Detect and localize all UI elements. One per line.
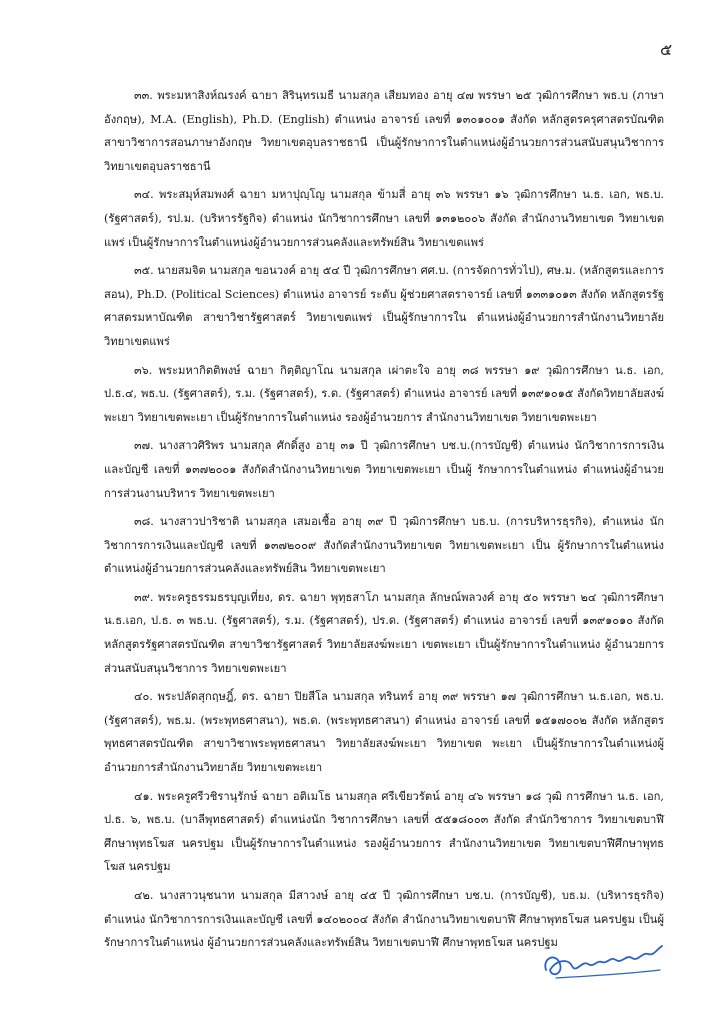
entry-38: ๓๘. นางสาวปาริชาติ นามสกุล เสมอเชื้อ อายุ ๓๙ ปี วุฒิการศึกษา บธ.บ. (การบริหารธุรกิจ), ตำแหน่ง นักวิชาการการเงินและบัญชี เลขที่ ๑๓๗๒๐๐๙ สังกัดสำนักงานวิทยาเขต วิทยาเขตพะเยา เป็น ผู้รักษาการในตำแหน่ง ตำแหน่งผู้อำนวยการส่วนคลังและทรัพย์สิน วิทยาเขตพะเยา — [104, 515, 664, 576]
entry-39: ๓๙. พระครูธรรมธรบุญเที่ยง, ดร. ฉายา พุทฺธสาโภ นามสกุล ลักษณ์พลวงศ์ อายุ ๕๐ พรรษา ๒๔ วุฒิการศึกษา น.ธ.เอก, ป.ธ. ๓ พธ.บ. (รัฐศาสตร์), ร.ม. (รัฐศาสตร์), ปร.ด. (รัฐศาสตร์) ตำแหน่ง อาจารย์ เลขที่ ๑๓๙๑๐๑๐ สังกัด หลักสูตรรัฐศาสตรบัณฑิต สาขาวิชารัฐศาสตร์ วิทยาลัยสงฆ์พะเยา เขตพะเยา เป็นผู้รักษาการในตำแหน่ง ผู้อำนวยการส่วนสนับสนุนวิชาการ วิทยาเขตพะเยา — [104, 590, 664, 675]
entry-34: ๓๔. พระสมุห์สมพงศ์ ฉายา มหาปุญฺโญ นามสกุล ข้ามสี่ อายุ ๓๖ พรรษา ๑๖ วุฒิการศึกษา น.ธ. เอก, พธ.บ. (รัฐศาสตร์), รป.ม. (บริหารรัฐกิจ) ตำแหน่ง นักวิชาการศึกษา เลขที่ ๑๓๑๒๐๐๖ สังกัด สำนักงานวิทยาเขต วิทยาเขตแพร่ เป็นผู้รักษาการในตำแหน่งผู้อำนวยการส่วนคลังและทรัพย์สิน วิทยาเขตแพร่ — [104, 188, 664, 249]
entry-36: ๓๖. พระมหากิตติพงษ์ ฉายา กิตฺติญาโณ นามสกุล เผ่าตะใจ อายุ ๓๘ พรรษา ๑๙ วุฒิการศึกษา น.ธ. เอก, ป.ธ.๔, พธ.บ. (รัฐศาสตร์), ร.ม. (รัฐศาสตร์), ร.ด. (รัฐศาสตร์) ตำแหน่ง อาจารย์ เลขที่ ๑๓๙๑๐๑๕ สังกัดวิทยาลัยสงฆ์พะเยา วิทยาเขตพะเยา เป็นผู้รักษาการในตำแหน่ง รองผู้อำนวยการ สำนักงานวิทยาเขต วิทยาเขตพะเยา — [104, 363, 664, 424]
signature-mark — [538, 930, 668, 990]
entry-41: ๔๑. พระครูศรีวชิรานุรักษ์ ฉายา อติเมโธ นามสกุล ศรีเขียวรัตน์ อายุ ๔๖ พรรษา ๑๘ วุฒิ การศึกษา น.ธ. เอก, ป.ธ. ๖, พธ.บ. (บาลีพุทธศาสตร์) ตำแหน่งนัก วิชาการศึกษา เลขที่ ๕๕๑๘๐๐๓ สังกัด สำนักวิชาการ วิทยาเขตบาฬีศึกษาพุทธโฆส นครปฐม เป็นผู้รักษาการในตำแหน่ง รองผู้อำนวยการ สำนักงานวิทยาเขต วิทยาเขตบาฬีศึกษาพุทธโฆส นครปฐม — [104, 789, 664, 874]
page-number: ๕ — [660, 40, 673, 59]
entry-35: ๓๕. นายสมจิต นามสกุล ขอนวงค์ อายุ ๕๔ ปี วุฒิการศึกษา ศศ.บ. (การจัดการทั่วไป), ศษ.ม. (หลักสูตรและการสอน), Ph.D. (Political Sciences) ตำแหน่ง อาจารย์ ระดับ ผู้ช่วยศาสตราจารย์ เลขที่ ๑๓๓๑๐๑๓ สังกัด หลักสูตรรัฐศาสตรมหาบัณฑิต สาขาวิชารัฐศาสตร์ วิทยาเขตแพร่ เป็นผู้รักษาการใน ตำแหน่งผู้อำนวยการสำนักงานวิทยาลัย วิทยาเขตแพร่ — [104, 264, 664, 348]
entry-42: ๔๒. นางสาวนุชนาท นามสกุล มีสาวงษ์ อายุ ๔๕ ปี วุฒิการศึกษา บช.บ. (การบัญชี), บธ.ม. (บริหารธุรกิจ) ตำแหน่ง นักวิชาการการเงินและบัญชี เลขที่ ๑๔๐๒๐๐๔ สังกัด สำนักงานวิทยาเขตบาฬี ศึกษาพุทธโฆส นครปฐม เป็นผู้รักษาการในตำแหน่ง ผู้อำนวยการส่วนคลังและทรัพย์สิน วิทยาเขตบาฬี ศึกษาพุทธโฆส นครปฐม — [104, 889, 664, 950]
entry-40: ๔๐. พระปลัดสุกฤษฎิ์, ดร. ฉายา ปิยสีโล นามสกุล ทรินทร์ อายุ ๓๙ พรรษา ๑๗ วุฒิการศึกษา น.ธ.เอก, พธ.บ. (รัฐศาสตร์), พธ.ม. (พระพุทธศาสนา), พธ.ด. (พระพุทธศาสนา) ตำแหน่ง อาจารย์ เลขที่ ๑๕๑๗๐๐๒ สังกัด หลักสูตรพุทธศาสตรบัณฑิต สาขาวิชาพระพุทธศาสนา วิทยาลัยสงฆ์พะเยา วิทยาเขต พะเยา เป็นผู้รักษาการในตำแหน่งผู้อำนวยการสำนักงานวิทยาลัย วิทยาเขตพะเยา — [104, 690, 664, 775]
document-body — [104, 84, 664, 960]
entry-33: ๓๓. พระมหาสิงห์ณรงค์ ฉายา สิรินฺทรเมธี นามสกุล เสียมทอง อายุ ๔๗ พรรษา ๒๕ วุฒิการศึกษา พธ.บ (ภาษาอังกฤษ), M.A. (English), Ph.D. (English) ตำแหน่ง อาจารย์ เลขที่ ๑๓๐๑๐๐๑ สังกัด หลักสูตรครุศาสตรบัณฑิต สาขาวิชาการสอนภาษาอังกฤษ วิทยาเขตอุบลราชธานี เป็นผู้รักษาการในตำแหน่งผู้อำนวยการส่วนสนับสนุนวิชาการ วิทยาเขตอุบลราชธานี — [104, 89, 664, 173]
signature-stroke — [545, 946, 662, 974]
signature-underline — [556, 970, 660, 978]
entry-37: ๓๗. นางสาวศิริพร นามสกุล ศักดิ์สูง อายุ ๓๑ ปี วุฒิการศึกษา บช.บ.(การบัญชี) ตำแหน่ง นักวิชาการการเงินและบัญชี เลขที่ ๑๓๗๒๐๐๑ สังกัดสำนักงานวิทยาเขต วิทยาเขตพะเยา เป็นผู้ รักษาการในตำแหน่ง ตำแหน่งผู้อำนวยการส่วนงานบริหาร วิทยาเขตพะเยา — [104, 439, 664, 500]
